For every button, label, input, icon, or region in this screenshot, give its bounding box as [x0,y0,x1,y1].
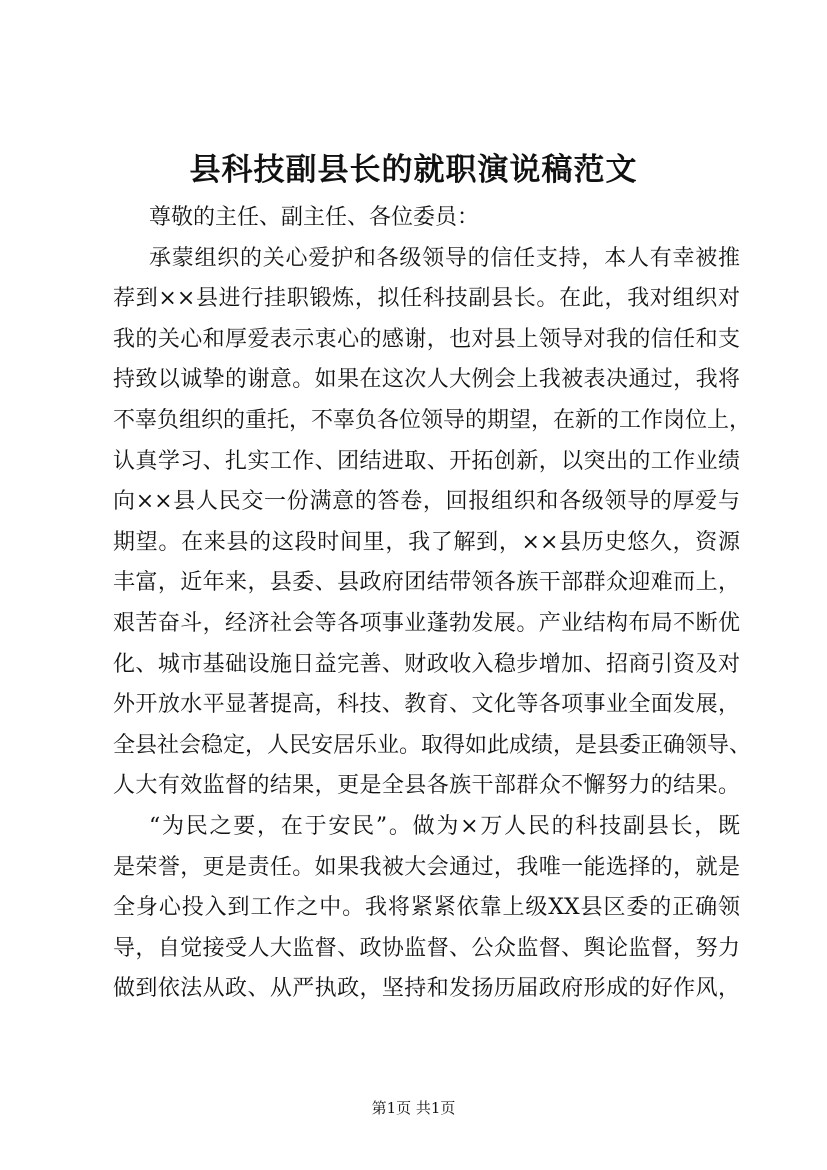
paragraph-line: 认真学习、扎实工作、团结进取、开拓创新，以突出的工作业绩 [113,448,740,474]
paragraph-line: 人大有效监督的结果，更是全县各族干部群众不懈努力的结果。 [113,773,740,799]
paragraph-line: 向××县人民交一份满意的答卷，回报组织和各级领导的厚爱与 [113,489,740,515]
paragraph-line: 外开放水平显著提高，科技、教育、文化等各项事业全面发展， [113,692,740,718]
paragraph-line: 做到依法从政、从严执政，坚持和发扬历届政府形成的好作风， [113,976,740,1002]
paragraph-line: 持致以诚挚的谢意。如果在这次人大例会上我被表决通过，我将 [113,367,740,393]
paragraph-line: 荐到××县进行挂职锻炼，拟任科技副县长。在此，我对组织对 [113,286,740,312]
paragraph-line: 期望。在来县的这段时间里，我了解到，××县历史悠久，资源 [113,529,740,555]
paragraph-line: 导，自觉接受人大监督、政协监督、公众监督、舆论监督，努力 [113,935,740,961]
paragraph-line: 艰苦奋斗，经济社会等各项事业蓬勃发展。产业结构布局不断优 [113,610,740,636]
paragraph-line: 不辜负组织的重托，不辜负各位领导的期望，在新的工作岗位上， [113,407,752,433]
paragraph-line: “为民之要，在于安民”。做为×万人民的科技副县长，既 [149,813,740,839]
paragraph-line: 是荣誉，更是责任。如果我被大会通过，我唯一能选择的，就是 [113,854,740,880]
paragraph-line: 承蒙组织的关心爱护和各级领导的信任支持，本人有幸被推 [149,245,740,271]
salutation-line: 尊敬的主任、副主任、各位委员： [149,205,480,230]
document-title: 县科技副县长的就职演说稿范文 [189,152,638,188]
paragraph-line: 丰富，近年来，县委、县政府团结带领各族干部群众迎难而上， [113,570,740,596]
page-footer: 第1页 共1页 [371,1099,456,1117]
paragraph-line: 化、城市基础设施日益完善、财政收入稳步增加、招商引资及对 [113,651,740,677]
paragraph-line: 全县社会稳定，人民安居乐业。取得如此成绩，是县委正确领导、 [113,732,752,758]
paragraph-line: 全身心投入到工作之中。我将紧紧依靠上级XX县区委的正确领 [113,895,740,921]
paragraph-line: 我的关心和厚爱表示衷心的感谢，也对县上领导对我的信任和支 [113,326,740,352]
document-body [113,198,752,1010]
